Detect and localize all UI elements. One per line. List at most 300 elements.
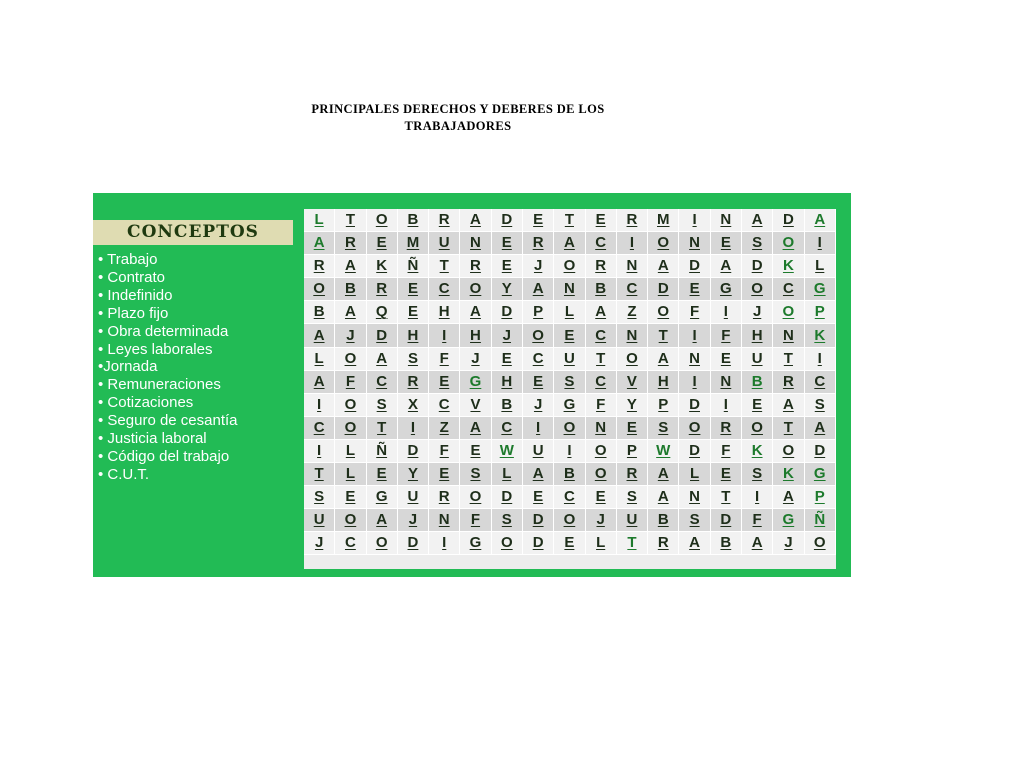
grid-cell [679,439,710,462]
grid-row [304,416,836,439]
grid-letter: C [595,234,607,252]
grid-letter: O [626,349,638,367]
grid-letter: A [657,465,669,483]
concept-item: • Cotizaciones [98,394,194,412]
grid-letter: A [313,326,325,344]
grid-letter: E [470,441,481,459]
grid-cell [616,486,647,509]
grid-cell [804,324,835,347]
grid-letter: A [376,511,388,529]
grid-cell [523,278,554,301]
grid-cell [710,209,741,232]
grid-letter: D [751,257,763,275]
grid-cell [523,255,554,278]
grid-cell [554,209,585,232]
grid-letter: L [596,534,606,552]
grid-letter: R [313,257,325,275]
grid-cell [710,278,741,301]
grid-letter: D [814,441,826,459]
grid-letter: H [407,326,419,344]
grid-cell [679,393,710,416]
grid-cell [335,278,366,301]
grid-cell [648,439,679,462]
grid-cell [616,439,647,462]
grid-letter: N [595,418,607,436]
grid-letter: Y [501,280,512,298]
grid-cell [616,416,647,439]
grid-letter: C [501,418,513,436]
grid-row [304,393,836,416]
grid-letter: E [595,211,606,229]
grid-cell [523,301,554,324]
grid-letter: A [563,234,575,252]
grid-row [304,255,836,278]
grid-letter: O [563,257,576,275]
grid-cell [491,278,522,301]
grid-letter: O [375,211,388,229]
grid-letter: E [720,465,731,483]
grid-cell [804,370,835,393]
grid-cell [773,486,804,509]
concept-item: • Leyes laborales [98,340,213,358]
grid-letter: R [438,488,450,506]
grid-letter: I [692,326,697,344]
grid-letter: C [532,349,544,367]
grid-cell [460,463,491,486]
grid-cell [554,532,585,555]
grid-letter: R [657,534,669,552]
grid-cell [491,209,522,232]
grid-letter: O [594,465,607,483]
grid-cell [429,370,460,393]
grid-letter: S [626,488,637,506]
grid-cell [648,509,679,532]
grid-letter: O [657,234,670,252]
grid-cell [585,370,616,393]
grid-cell [554,278,585,301]
grid-cell [616,532,647,555]
grid-letter: U [407,488,419,506]
grid-letter: A [470,303,481,321]
grid-cell [648,370,679,393]
grid-cell [710,486,741,509]
grid-cell [741,301,772,324]
grid-cell [523,232,554,255]
grid-cell [335,255,366,278]
grid-letter: T [564,211,574,229]
grid-cell [616,393,647,416]
grid-letter: F [721,441,731,459]
grid-cell [773,370,804,393]
grid-letter: N [563,280,575,298]
grid-letter: K [782,257,794,275]
grid-letter: M [406,234,420,252]
grid-letter: V [470,395,481,413]
grid-letter: J [346,326,355,344]
grid-cell [741,255,772,278]
grid-letter: R [532,234,544,252]
grid-cell [460,324,491,347]
grid-cell [491,301,522,324]
grid-letter: D [657,280,669,298]
grid-letter: C [595,372,607,390]
grid-letter: G [563,395,576,413]
grid-cell [523,393,554,416]
grid-cell [648,347,679,370]
grid-cell [523,509,554,532]
grid-cell [397,509,428,532]
grid-cell [335,416,366,439]
grid-letter: A [344,303,356,321]
grid-cell [397,370,428,393]
grid-cell [366,301,397,324]
grid-letter: N [689,234,700,252]
grid-cell [335,439,366,462]
grid-cell [648,232,679,255]
grid-letter: K [751,441,763,459]
grid-cell [773,532,804,555]
grid-cell [773,416,804,439]
grid-letter: F [752,511,762,529]
grid-letter: G [720,280,732,298]
grid-cell [491,463,522,486]
grid-letter: O [344,511,357,529]
grid-cell [710,439,741,462]
grid-letter: I [567,441,572,459]
grid-letter: B [407,211,419,229]
grid-cell [773,324,804,347]
grid-letter: R [720,418,732,436]
grid-letter: C [782,280,794,298]
grid-cell [804,486,835,509]
grid-letter: J [471,349,480,367]
grid-letter: T [783,349,793,367]
grid-letter: O [563,418,576,436]
grid-letter: W [656,441,671,459]
grid-letter: U [438,234,450,252]
grid-cell [335,324,366,347]
grid-cell [335,347,366,370]
grid-cell [304,509,335,532]
grid-letter: C [595,326,607,344]
grid-letter: J [596,511,605,529]
grid-cell [366,532,397,555]
grid-letter: D [501,488,513,506]
grid-cell [616,301,647,324]
grid-cell [366,255,397,278]
grid-letter: D [689,257,700,275]
grid-cell [429,347,460,370]
grid-cell [366,439,397,462]
grid-cell [554,232,585,255]
grid-cell [491,486,522,509]
grid-cell [741,393,772,416]
grid-cell [679,416,710,439]
grid-letter: G [782,511,795,529]
grid-cell [397,209,428,232]
grid-letter: A [814,418,826,436]
grid-cell [335,532,366,555]
grid-cell [429,278,460,301]
concepts-header: CONCEPTOS [93,220,293,245]
grid-letter: S [658,418,669,436]
grid-letter: E [752,395,763,413]
grid-letter: E [626,418,637,436]
grid-cell [773,393,804,416]
grid-letter: J [533,257,543,275]
grid-letter: F [470,511,481,529]
grid-letter: I [629,234,635,252]
grid-letter: A [344,257,356,275]
concept-item: •Jornada [98,358,158,376]
grid-letter: O [344,395,357,413]
grid-cell [679,278,710,301]
grid-cell [304,347,335,370]
grid-cell [397,463,428,486]
grid-letter: T [377,418,387,436]
grid-cell [429,486,460,509]
concept-item: • Seguro de cesantía [98,412,238,430]
grid-letter: T [658,326,668,344]
grid-cell [397,347,428,370]
grid-cell [679,486,710,509]
grid-cell [523,370,554,393]
grid-letter: A [689,534,700,552]
grid-letter: T [783,418,793,436]
grid-letter: O [782,234,795,252]
grid-letter: Ñ [814,511,826,529]
grid-cell [804,509,835,532]
grid-cell [335,209,366,232]
grid-letter: A [532,465,544,483]
grid-letter: P [814,488,825,506]
letter-grid-table [304,209,836,555]
grid-cell [523,463,554,486]
grid-letter: O [344,418,357,436]
grid-letter: R [626,211,638,229]
grid-letter: H [470,326,481,344]
grid-cell [460,393,491,416]
grid-cell [804,232,835,255]
grid-cell [304,532,335,555]
grid-cell [429,416,460,439]
grid-letter: A [376,349,388,367]
grid-letter: R [407,372,419,390]
grid-letter: X [407,395,418,413]
grid-letter: A [751,534,763,552]
grid-letter: T [596,349,606,367]
grid-letter: O [500,534,513,552]
grid-cell [585,209,616,232]
grid-letter: N [470,234,481,252]
grid-cell [710,416,741,439]
grid-cell [335,301,366,324]
grid-letter: P [626,441,637,459]
grid-cell [741,439,772,462]
grid-letter: C [438,280,450,298]
grid-letter: P [814,303,825,321]
grid-cell [741,347,772,370]
grid-cell [648,278,679,301]
grid-cell [460,209,491,232]
grid-cell [554,486,585,509]
grid-cell [741,232,772,255]
grid-cell [460,486,491,509]
grid-row [304,278,836,301]
grid-letter: L [314,211,324,229]
concept-item: • Contrato [98,268,165,286]
grid-letter: D [532,534,544,552]
grid-cell [429,509,460,532]
grid-letter: A [313,234,325,252]
grid-cell [366,324,397,347]
grid-cell [429,324,460,347]
grid-letter: D [501,303,513,321]
grid-letter: B [657,511,669,529]
grid-cell [397,255,428,278]
grid-letter: C [313,418,325,436]
grid-letter: O [751,280,763,298]
letter-grid [304,209,836,569]
grid-cell [679,255,710,278]
grid-cell [460,347,491,370]
grid-cell [397,532,428,555]
grid-letter: J [752,303,762,321]
grid-cell [679,347,710,370]
grid-cell [554,324,585,347]
grid-letter: S [314,488,325,506]
grid-cell [366,463,397,486]
grid-cell [304,209,335,232]
grid-cell [741,463,772,486]
grid-cell [366,509,397,532]
grid-letter: J [314,534,324,552]
grid-letter: D [689,395,700,413]
grid-cell [741,370,772,393]
grid-letter: O [782,303,795,321]
grid-letter: C [626,280,638,298]
grid-cell [397,232,428,255]
grid-cell [616,232,647,255]
grid-letter: E [689,280,700,298]
grid-letter: F [690,303,700,321]
grid-letter: B [751,372,763,390]
grid-row [304,347,836,370]
grid-cell [773,278,804,301]
grid-letter: D [376,326,388,344]
grid-cell [523,532,554,555]
grid-cell [335,232,366,255]
grid-cell [741,209,772,232]
grid-row [304,439,836,462]
grid-letter: N [720,372,732,390]
grid-letter: I [723,303,728,321]
grid-cell [523,486,554,509]
grid-letter: S [752,234,763,252]
title-line-1: PRINCIPALES DERECHOS Y DEBERES DE LOS [311,102,605,116]
grid-letter: U [563,349,575,367]
grid-letter: E [720,349,731,367]
grid-cell [460,370,491,393]
grid-cell [554,347,585,370]
grid-letter: E [501,234,512,252]
grid-letter: E [407,303,418,321]
grid-cell [335,486,366,509]
grid-cell [335,463,366,486]
concept-item: • C.U.T. [98,465,150,483]
grid-letter: O [532,326,544,344]
grid-cell [804,532,835,555]
grid-cell [366,416,397,439]
grid-cell [585,393,616,416]
grid-letter: S [814,395,825,413]
grid-cell [429,255,460,278]
grid-cell [304,232,335,255]
grid-letter: A [814,211,826,229]
grid-letter: T [345,211,355,229]
grid-cell [679,509,710,532]
grid-letter: J [502,326,511,344]
grid-letter: A [657,349,669,367]
grid-letter: S [689,511,700,529]
grid-cell [429,532,460,555]
grid-cell [523,209,554,232]
grid-letter: A [313,372,325,390]
grid-cell [366,209,397,232]
grid-letter: I [317,441,322,459]
grid-cell [616,347,647,370]
grid-cell [554,439,585,462]
grid-letter: T [627,534,637,552]
grid-letter: C [376,372,388,390]
grid-cell [585,439,616,462]
grid-cell [773,347,804,370]
grid-cell [804,393,835,416]
grid-letter: O [375,534,388,552]
grid-letter: U [313,511,325,529]
grid-cell [585,416,616,439]
grid-cell [397,416,428,439]
grid-letter: E [501,349,512,367]
grid-cell [773,209,804,232]
grid-letter: A [657,257,669,275]
grid-cell [710,255,741,278]
grid-letter: S [470,465,481,483]
grid-cell [616,370,647,393]
grid-cell [585,255,616,278]
grid-letter: D [689,441,700,459]
grid-cell [804,209,835,232]
grid-row [304,486,836,509]
grid-letter: C [438,395,450,413]
grid-letter: U [626,511,638,529]
grid-cell [679,232,710,255]
grid-cell [366,486,397,509]
grid-cell [648,393,679,416]
grid-cell [397,486,428,509]
grid-letter: W [499,441,514,459]
grid-letter: H [501,372,513,390]
grid-cell [773,509,804,532]
grid-row [304,232,836,255]
grid-letter: L [502,465,512,483]
grid-letter: B [720,534,732,552]
grid-letter: C [563,488,575,506]
grid-cell [648,532,679,555]
grid-cell [491,509,522,532]
grid-cell [648,255,679,278]
grid-cell [429,463,460,486]
